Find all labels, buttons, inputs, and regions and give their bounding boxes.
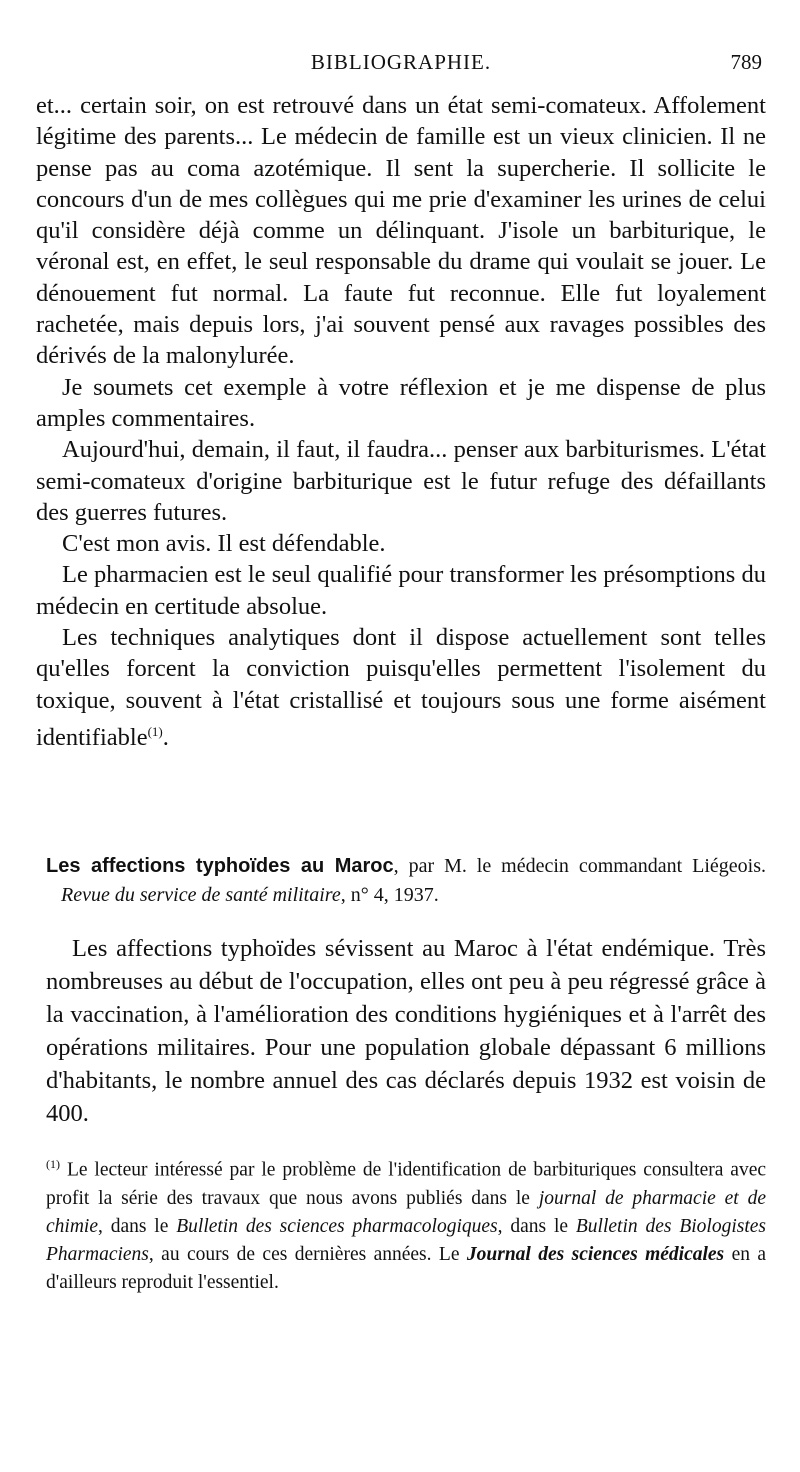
paragraph-4: C'est mon avis. Il est défendable. (62, 530, 386, 558)
footnote-text-5: en a d'ailleurs reproduit l'essentiel. (46, 1243, 767, 1293)
footnote-marker: (1) (46, 1157, 60, 1171)
footnote-text-4: , au cours de ces dernières années. Le (148, 1243, 460, 1265)
paragraph-6-period: . (162, 724, 169, 752)
article-heading (46, 852, 766, 910)
footnote-journal-3: Bulletin des Biologistes Pharmaciens (46, 1215, 766, 1265)
footnote-journal-2: Bulletin des sciences pharmacologiques (176, 1215, 498, 1237)
footnote-text-3: , dans le (497, 1215, 569, 1237)
paragraph-1: et... certain soir, on est retrouvé dans un état semi-comateux. Affolement légitime des parents... Le médecin de famille est un vieux clinicien. Il ne pense pas au coma azotémique. Il sent la supercherie. Il sollicite le concours d'un de mes collègues qui me prie d'examiner les urines de celui qu'il considère déjà comme un délinquant. J'isole un barbiturique, le véronal est, en effet, le seul responsable du drame qui voulait se jouer. Le dénouement fut normal. La faute fut reconnue. Elle fut loyalement rachetée, mais depuis lors, j'ai souvent pensé aux ravages possibles des dérivés de la malonylurée. (36, 92, 766, 370)
review-continuation (36, 90, 766, 753)
paragraph-5: Le pharmacien est le seul qualifié pour transformer les présomptions du médecin en certitude absolue. (36, 561, 766, 620)
article-title: Les affections typhoïdes au Maroc (46, 855, 394, 877)
article-author-name: Liégeois. (692, 855, 766, 877)
paragraph-2: Je soumets cet exemple à votre réflexion et je me dispense de plus amples commentaires. (36, 373, 766, 432)
article-body (46, 932, 766, 1130)
running-header (36, 50, 766, 80)
footnote-text-1: Le lecteur intéressé par le problème de l'identification de barbituriques consultera avec profit la série des travaux que nous avons publiés dans le (46, 1159, 767, 1209)
page-number: 789 (730, 50, 762, 74)
article-paragraph: Les affections typhoïdes sévissent au Maroc à l'état endémique. Très nombreuses au début de l'occupation, elles ont peu à peu régressé grâce à la vaccination, à l'amélioration des conditions hygiéniques et à l'arrêt des opérations militaires. Pour une population globale dépassant 6 millions d'habitants, le nombre annuel des cas déclarés depuis 1932 est voisin de 400. (46, 935, 766, 1127)
footnote-reference: (1) (147, 723, 163, 739)
paragraph-6-text: Les techniques analytiques dont il dispose actuellement sont telles qu'elles forcent la conviction puisqu'elles permettent l'isolement du toxique, souvent à l'état cristallisé et toujours sous une forme aisément identifiable (36, 624, 766, 752)
article-issue: , n° 4, 1937. (340, 884, 439, 906)
running-title: BIBLIOGRAPHIE. (310, 50, 492, 74)
footnote-journal-4: Journal des sciences médicales (466, 1243, 725, 1265)
footnote (46, 1150, 766, 1297)
footnote-text-2: , dans le (97, 1215, 169, 1237)
article-author-prefix: , par M. le médecin commandant (393, 855, 683, 877)
paragraph-3: Aujourd'hui, demain, il faut, il faudra... penser aux barbiturismes. L'état semi-comateux d'origine barbiturique est le futur refuge des défaillants des guerres futures. (36, 436, 766, 526)
article-source: Revue du service de santé militaire (61, 884, 341, 906)
footnote-journal-1: journal de pharmacie et de chimie (46, 1187, 766, 1237)
paragraph-6 (36, 622, 766, 753)
